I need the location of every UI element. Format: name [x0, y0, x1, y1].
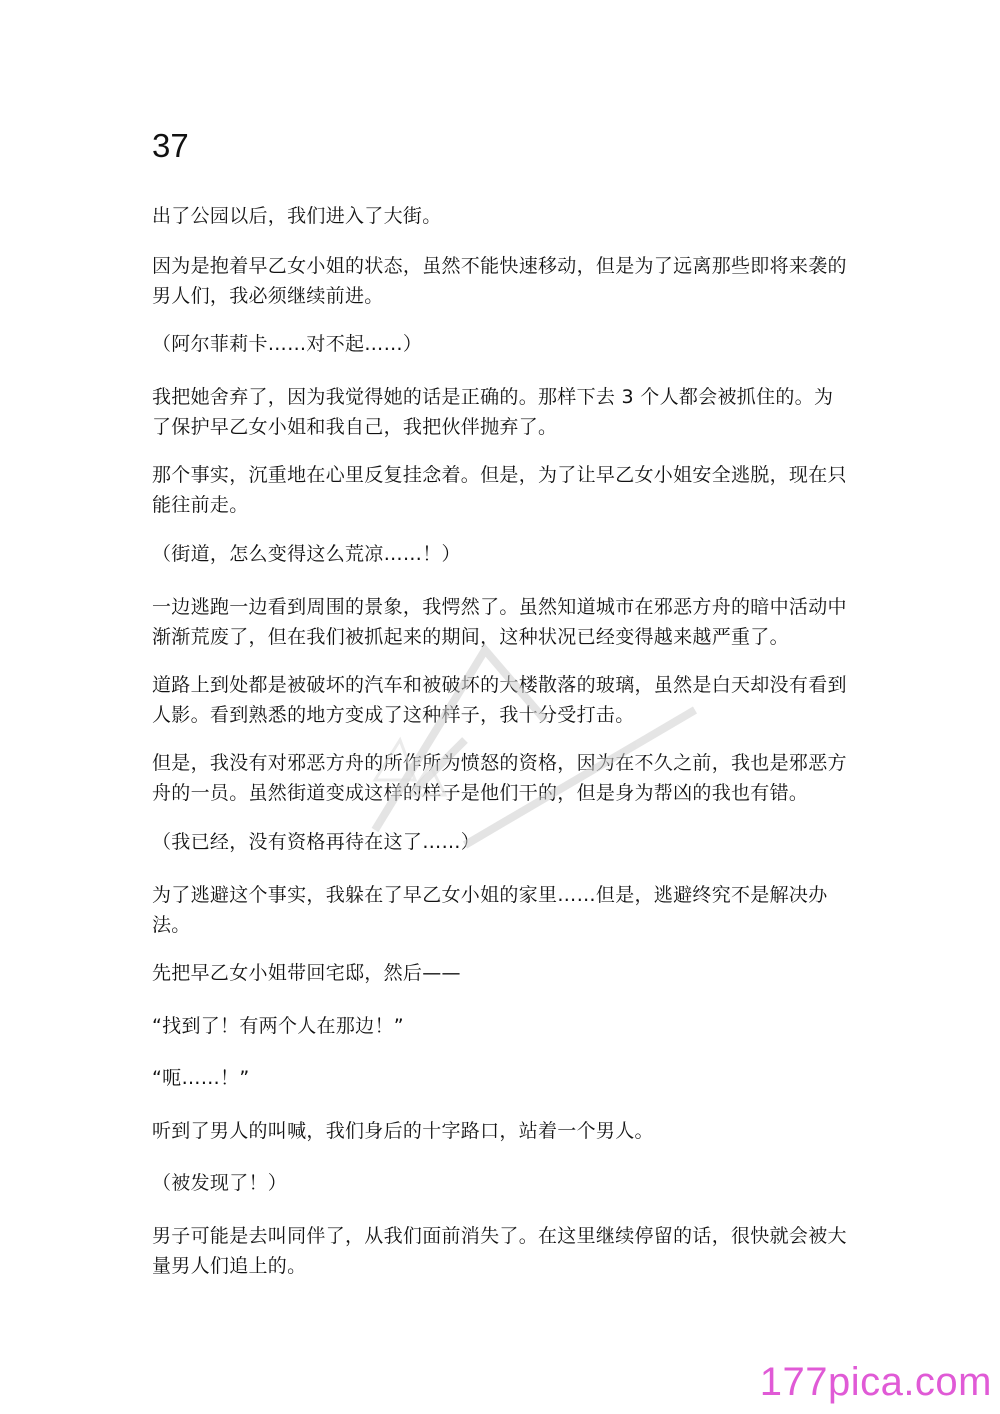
paragraph: （我已经，没有资格再待在这了……）: [152, 831, 481, 853]
chapter-number: 37: [152, 127, 189, 164]
paragraph: “呃……！”: [152, 1067, 250, 1089]
paragraph: 但是，我没有对邪恶方舟的所作所为愤怒的资格，因为在不久之前，我也是邪恶方舟的一员。虽然街道变成这样的样子是他们干的，但是身为帮凶的我也有错。: [152, 752, 847, 804]
paragraph: 为了逃避这个事实，我躲在了早乙女小姐的家里……但是，逃避终究不是解决办法。: [152, 884, 828, 936]
paragraph: 听到了男人的叫喊，我们身后的十字路口，站着一个男人。: [152, 1120, 654, 1142]
paragraph: 先把早乙女小姐带回宅邸，然后——: [152, 962, 461, 984]
paragraph: 出了公园以后，我们进入了大街。: [152, 205, 442, 227]
paragraph: （被发现了！）: [152, 1172, 288, 1194]
paragraph: （阿尔菲莉卡……对不起……）: [152, 333, 423, 355]
paragraph: 我把她舍弃了，因为我觉得她的话是正确的。那样下去 3 个人都会被抓住的。为了保护早乙女小姐和我自己，我把伙伴抛弃了。: [152, 386, 834, 438]
paragraph: 一边逃跑一边看到周围的景象，我愕然了。虽然知道城市在邪恶方舟的暗中活动中渐渐荒废了，但在我们被抓起来的期间，这种状况已经变得越来越严重了。: [152, 596, 847, 648]
paragraph: 那个事实，沉重地在心里反复挂念着。但是，为了让早乙女小姐安全逃脱，现在只能往前走。: [152, 464, 847, 516]
paragraph: “找到了！有两个人在那边！”: [152, 1015, 404, 1037]
paragraph: 道路上到处都是被破坏的汽车和被破坏的大楼散落的玻璃，虽然是白天却没有看到人影。看到熟悉的地方变成了这种样子，我十分受打击。: [152, 674, 847, 726]
site-watermark: 177pica.com: [759, 1360, 992, 1404]
scan-watermark-logo: [355, 630, 715, 860]
paragraph: 男子可能是去叫同伴了，从我们面前消失了。在这里继续停留的话，很快就会被大量男人们追上的。: [152, 1225, 847, 1277]
paragraph: 因为是抱着早乙女小姐的状态，虽然不能快速移动，但是为了远离那些即将来袭的男人们，我必须继续前进。: [152, 255, 847, 307]
paragraph: （街道，怎么变得这么荒凉……！）: [152, 543, 461, 565]
